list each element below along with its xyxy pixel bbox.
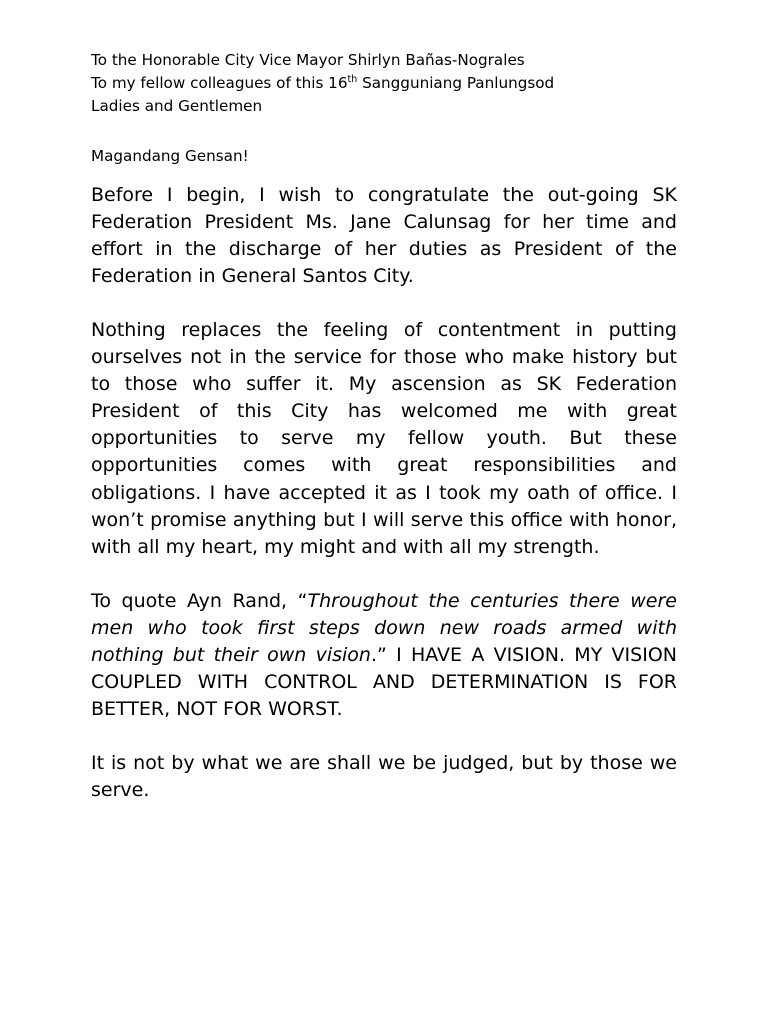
vision-statement: .” I HAVE A VISION. MY VISION COUPLED WITH CONTROL AND DETERMINATION IS FOR BETTER, NOT FOR WORST. — [91, 643, 677, 720]
salutation-vice-mayor: To the Honorable City Vice Mayor Shirlyn Bañas-Nograles — [91, 51, 525, 69]
ayn-rand-quote: Throughout the centuries there were men who took first steps down new roads armed with nothing but their own vision — [91, 589, 677, 666]
paragraph-closing: It is not by what we are shall we be judged, but by those we serve. — [91, 751, 677, 802]
paragraph-vision — [91, 588, 677, 723]
salutation-colleagues-text: To my fellow colleagues of this 16 — [91, 74, 348, 92]
ordinal-suffix: th — [347, 74, 358, 85]
salutation-block — [91, 49, 691, 118]
greeting: Magandang Gensan! — [91, 147, 249, 165]
speech-body — [91, 182, 677, 804]
salutation-audience: Ladies and Gentlemen — [91, 97, 263, 115]
quote-lead: To quote Ayn Rand, “ — [91, 589, 308, 612]
salutation-colleagues — [91, 72, 691, 95]
paragraph-congratulations: Before I begin, I wish to congratulate the out-going SK Federation President Ms. Jane Calunsag for her time and effort in the discharge of her duties as President of the Federation in General Santos City. — [91, 184, 677, 288]
salutation-council-name: Sangguniang Panlungsod — [357, 74, 555, 92]
paragraph-service: Nothing replaces the feeling of contentment in putting ourselves not in the service for those who make history but to those who suffer it. My ascension as SK Federation President of this City has welcomed me with great opportunities to serve my fellow youth. But these opportunities comes with great responsibilities and obligations. I have accepted it as I took my oath of office. I won’t promise anything but I will serve this office with honor, with all my heart, my might and with all my strength. — [91, 319, 677, 558]
